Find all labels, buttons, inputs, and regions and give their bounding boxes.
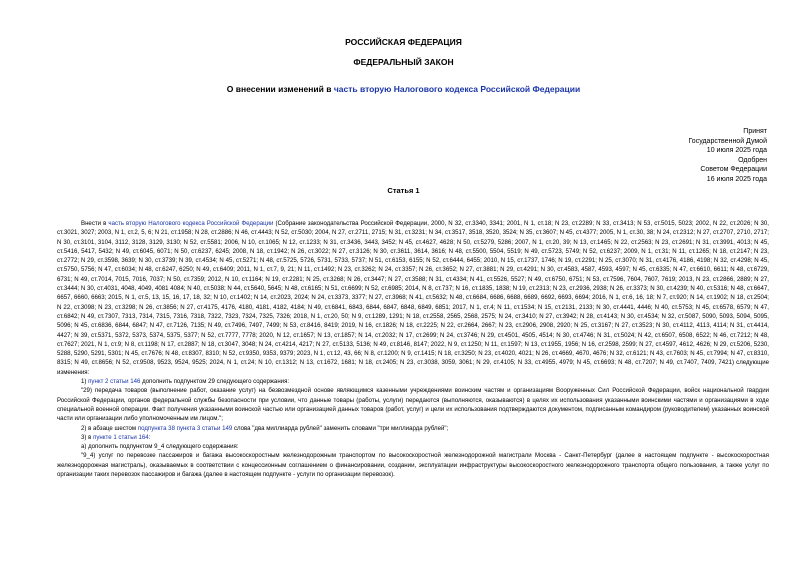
item-2	[57, 424, 769, 433]
accepted-by: Государственной Думой	[688, 137, 767, 145]
quote-2: "9_4) услуг по перевозке пассажиров и багажа высокоскоростным железнодорожным транспортом по высокоскоростной железнодорожной магистрали Москва - Санкт-Петербург (далее в настоящем подпункте - высокоскоростная железнодорожная магистраль), оказываемых в соответствии с концессионным соглашением о финансировании, создании, эксплуатации инфраструктуры высокоскоростного железнодорожного транспорта общего пользования, а также услуг по организации таких перевозок пассажиров и багажа (далее в настоящем подпункте - услуги по организации перевозок).	[57, 452, 769, 479]
quote-1: "29) передача товаров (выполнение работ, оказание услуг) на безвозмездной основе являющимся казенными учреждениями воинским частям и организациям Вооруженных Сил Российской Федерации, войск национальной гвардии Российской Федерации, органов федеральной службы безопасности при условии, что данные товары (работы, услуги) передаются (выполняются, оказываются) в целях их использования указанными воинскими частями и организациями в ходе специальной военной операции. Факт получения указанными воинской частью или организацией данных товаров (работ, услуг) и цели их использования подтверждаются документом, подписанным командиром (руководителем) указанных воинской части или организации либо уполномоченным им лицом.";	[57, 387, 769, 423]
item-3-prefix: 3) в	[81, 433, 92, 441]
approved-by: Советом Федерации	[700, 166, 767, 174]
accepted-date: 10 июля 2025 года	[706, 147, 767, 155]
item-3a: а) дополнить подпунктом 9_4 следующего содержания:	[81, 443, 239, 451]
item-3-link[interactable]: пункте 1 статьи 164	[93, 433, 149, 441]
item-2-prefix: 2) в абзаце шестом	[81, 424, 137, 432]
law-title	[0, 84, 807, 94]
item-1-link[interactable]: пункт 2 статьи 146	[88, 378, 141, 386]
country-heading: РОССИЙСКАЯ ФЕДЕРАЦИЯ	[345, 37, 462, 47]
item-1-text: дополнить подпунктом 29 следующего содержания:	[142, 378, 290, 386]
approved-date: 16 июля 2025 года	[706, 175, 767, 183]
title-prefix: О внесении изменений в	[226, 84, 332, 94]
adoption-block	[688, 127, 767, 185]
approved-label: Одобрен	[738, 156, 767, 164]
item-2-link[interactable]: подпункта 38 пункта 3 статьи 149	[137, 424, 233, 432]
intro-paragraph	[57, 219, 769, 377]
item-3	[57, 433, 769, 442]
article-heading: Статья 1	[387, 186, 420, 195]
item-3-text: :	[148, 433, 151, 441]
item-1: 1) пункт 2 статьи 146 дополнить подпунктом 29 следующего содержания:	[81, 378, 290, 386]
doc-type-heading: ФЕДЕРАЛЬНЫЙ ЗАКОН	[353, 57, 454, 67]
title-link[interactable]: часть вторую Налогового кодекса Российской Федерации	[333, 84, 581, 94]
accepted-label: Принят	[743, 128, 767, 135]
article-body	[57, 219, 769, 479]
item-2-text: слова "два миллиарда рублей" заменить словами "три миллиарда рублей";	[233, 424, 449, 432]
intro-text: (Собрание законодательства Российской Федерации, 2000, N 32, ст.3340, 3341; 2001, N 1, ст.18; N 23, ст.2289; N 33, ст.3413; N 53, ст.5015, 5023; 2002, N 22, ст.2026; N 30, ст.3021, 3027; 2003, N 1, ст.2, 5, 6; N 21, ст.1958; N 28, ст.2886; N 46, ст.4443; N 52, ст.5030; 2004, N 27, ст.2711, 2715; N 31, ст.3231; N 34, ст.3517, 3518, 3520, 3524; N 35, ст.3607; N 45, ст.4377; 2005, N 1, ст.30, 38; N 24, ст.2312; N 27, ст.2707, 2710, 2717; N 30, ст.3101, 3104, 3112, 3128, 3129, 3130; N 52, ст.5581; 2006, N 10, ст.1065; N 12, ст.1233; N 31, ст.3436, 3443, 3452; N 45, ст.4627, 4628; N 50, ст.5279, 5286; 2007, N 1, ст.20, 39; N 13, ст.1465; N 22, ст.2563; N 23, ст.2691; N 31, ст.3991, 4013; N 45, ст.5416, 5417, 5432; N 49, ст.6045, 6071; N 50, ст.6237, 6245; 2008, N 18, ст.1942; N 26, ст.3022; N 27, ст.3126; N 30, ст.3611, 3614, 3616; N 48, ст.5500, 5504, 5519; N 49, ст.5723, 5749; N 52, ст.6237; 2009, N 1, ст.31; N 11, ст.1265; N 18, ст.2147; N 23, ст.2772; N 29, ст.3598, 3639; N 30, ст.3739; N 39, ст.4534; N 45, ст.5271; N 48, ст.5725, 5726, 5731, 5733, 5737; N 51, ст.6153, 6155; N 52, ст.6444, 6455; 2010, N 15, ст.1737, 1746; N 19, ст.2291; N 25, ст.3070; N 31, ст.4176, 4186, 4198; N 32, ст.4298; N 45, ст.5750, 5756; N 47, ст.6034; N 48, ст.6247, 6250; N 49, ст.6409; 2011, N 1, ст.7, 9, 21; N 11, ст.1492; N 23, ст.3262; N 24, ст.3357; N 26, ст.3652; N 27, ст.3881; N 29, ст.4291; N 30, ст.4583, 4587, 4593, 4597; N 45, ст.6335; N 47, ст.6610, 6611; N 48, ст.6729, 6731; N 49, ст.7014, 7015, 7016, 7037; N 50, ст.7359; 2012, N 10, ст.1164; N 19, ст.2281; N 25, ст.3268; N 26, ст.3447; N 27, ст.3588; N 31, ст.4334; N 41, ст.5526, 5527; N 49, ст.6750, 6751; N 53, ст.7596, 7604, 7607, 7619; 2013, N 23, ст.2866, 2889; N 27, ст.3444; N 30, ст.4031, 4048, 4049, 4081 4084; N 40, ст.5038; N 44, ст.5640, 5645; N 48, ст.6165; N 51, ст.6699; N 52, ст.6985; 2014, N 8, ст.737; N 16, ст.1835, 1838; N 19, ст.2313; N 23, ст.2936, 2938; N 26, ст.3373; N 30, ст.4239; N 40, ст.5316; N 48, ст.6647, 6657, 6660, 6663; 2015, N 1, ст.5, 13, 15, 16, 17, 18, 32; N 10, ст.1402; N 14, ст.2023, 2024; N 24, ст.3373, 3377; N 27, ст.3968; N 41, ст.5632; N 48, ст.6684, 6686, 6688, 6689, 6692, 6693, 6694; 2016, N 1, ст.6, 16, 18; N 7, ст.920; N 14, ст.1902; N 18, ст.2504; N 22, ст.3098; N 23, ст.3298; N 26, ст.3856; N 27, ст.4175, 4176, 4180, 4181, 4182, 4184; N 49, ст.6841, 6843, 6844, 6847, 6848, 6849, 6851; 2017, N 1, ст.4; N 11, ст.1534; N 15, ст.2131, 2133; N 30, ст.4441, 4446; N 40, ст.5753; N 45, ст.6578, 6579; N 47, ст.6842; N 49, ст.7307, 7313, 7314, 7315, 7316, 7318, 7322, 7323, 7324, 7325, 7326; 2018, N 1, ст.20, 50; N 9, ст.1289, 1291; N 18, ст.2558, 2565, 2568, 2575; N 24, ст.3410; N 27, ст.3942; N 28, ст.4143; N 30, ст.4534; N 32, ст.5087, 5090, 5093, 5094, 5095, 5096; N 45, ст.6836, 6844, 6847; N 47, ст.7126, 7135; N 49, ст.7496, 7497, 7499; N 53, ст.8416, 8419; 2019, N 16, ст.1826; N 18, ст.2225; N 22, ст.2664, 2667; N 23, ст.2906, 2908, 2920; N 25, ст.3167; N 27, ст.3523; N 30, ст.4112, 4113, 4114; N 31, ст.4414, 4427; N 39, ст.5371, 5372, 5373, 5374, 5375, 5377; N 52, ст.7777, 7778; 2020, N 12, ст.1657; N 13, ст.1857; N 14, ст.2032; N 17, ст.2699; N 24, ст.3746; N 29, ст.4501, 4505, 4514; N 30, ст.4746; N 31, ст.5024; N 42, ст.6507, 6508, 6522; N 46, ст.7212; N 48, ст.7627; 2021, N 1, ст.9; N 8, ст.1198; N 17, ст.2887; N 18, ст.3047, 3048; N 24, ст.4214, 4217; N 27, ст.5133, 5136; N 49, ст.8146, 8147; 2022, N 9, ст.1250; N 11, ст.1597; N 13, ст.1955, 1956; N 16, ст.2598, 2599; N 27, ст.4597, 4612, 4626; N 29, ст.5206, 5230, 5288, 5290, 5291, 5301; N 45, ст.7676; N 48, ст.8307, 8310; N 52, ст.9350, 9353, 9379; 2023, N 1, ст.12, 43, 66; N 8, ст.1200; N 9, ст.1415; N 18, ст.3250; N 23, ст.4020, 4021; N 26, ст.4669, 4670, 4676; N 32, ст.6121; N 43, ст.7603; N 45, ст.7994; N 47, ст.8310, 8315; N 49, ст.8656; N 52, ст.9508, 9523, 9524, 9525; 2024, N 1, ст.24; N 10, ст.1312; N 13, ст.1672, 1681; N 18, ст.2405; N 23, ст.3038, 3059, 3061; N 29, ст.4105; N 33, ст.4955, 4979; N 45, ст.6693; N 48, ст.7207; N 49, ст.7407, 7409, 7421) следующие изменения:	[57, 220, 769, 376]
intro-prefix: Внести в	[81, 220, 107, 227]
intro-link[interactable]: часть вторую Налогового кодекса Российской Федерации	[108, 220, 274, 227]
